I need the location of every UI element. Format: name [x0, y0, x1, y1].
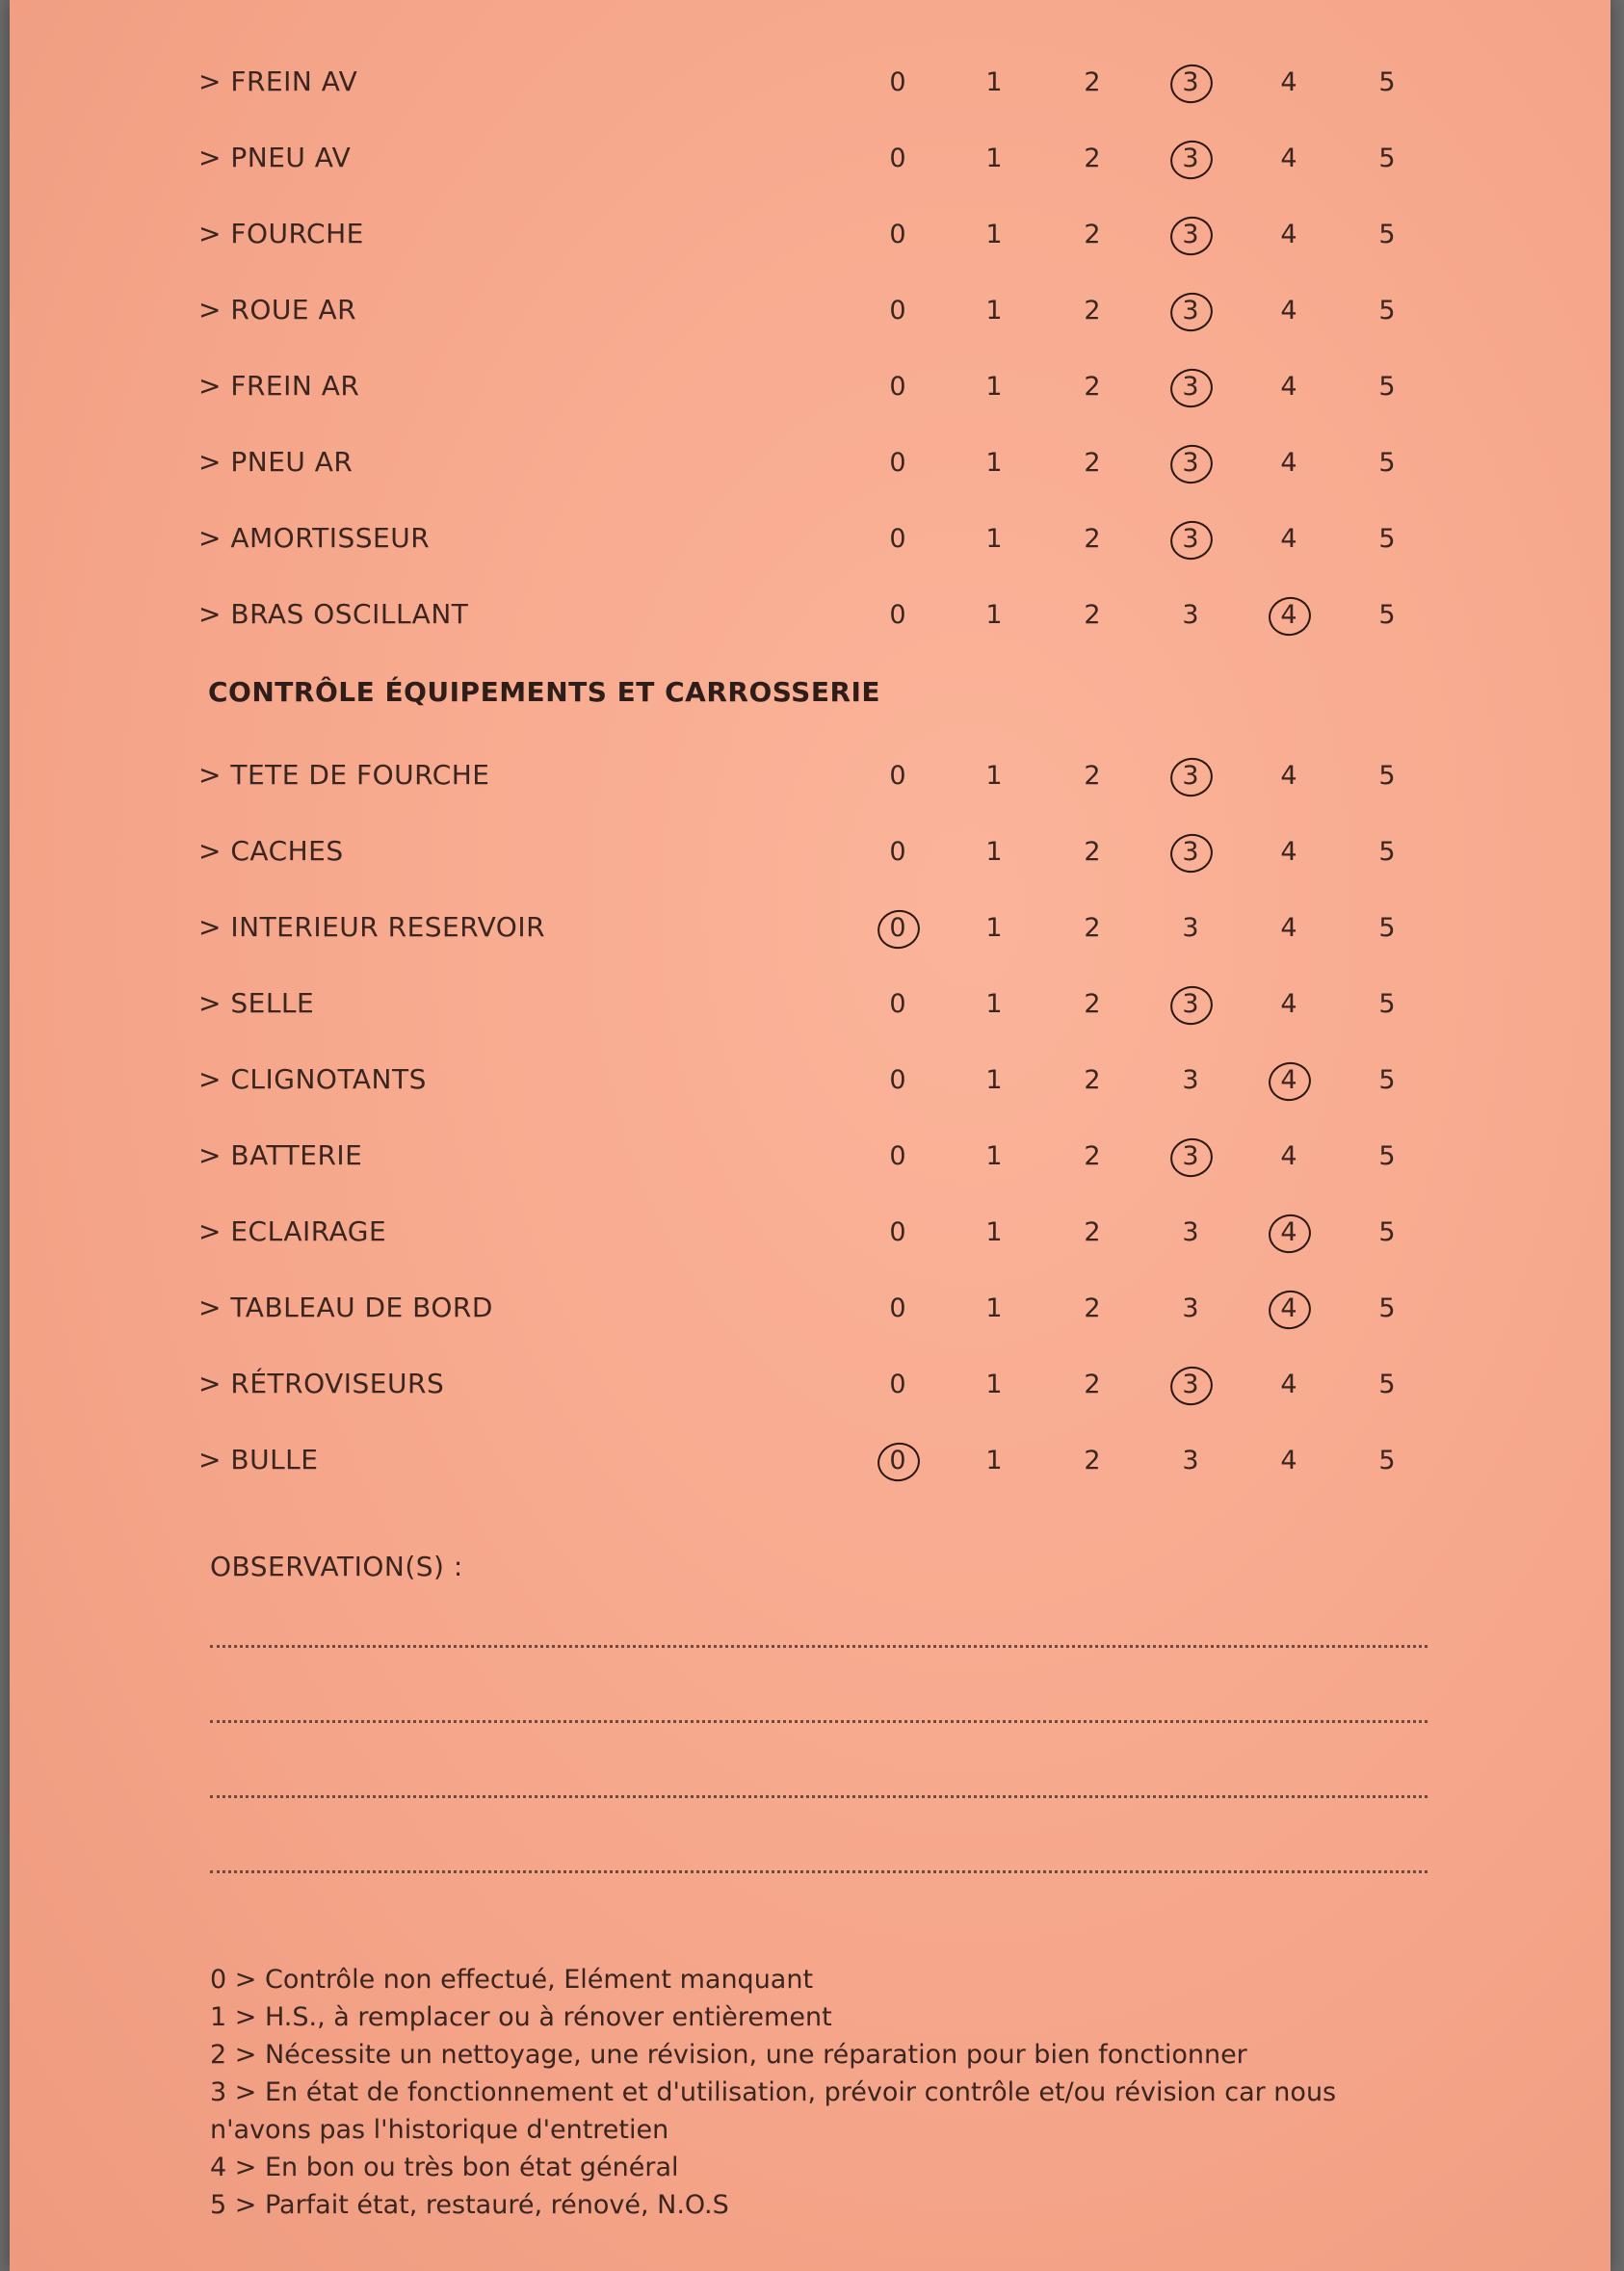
score-option[interactable]: 1 — [985, 144, 1003, 173]
inspection-row — [198, 358, 1431, 416]
score-option[interactable]: 0 — [889, 448, 906, 478]
score-option[interactable]: 3 — [1182, 1293, 1199, 1323]
observation-line[interactable] — [210, 1795, 1428, 1798]
score-option[interactable]: 0 — [889, 296, 906, 326]
score-option[interactable]: 4 — [1280, 372, 1297, 402]
inspection-row — [198, 206, 1431, 264]
score-selected[interactable]: 3 — [1171, 761, 1210, 791]
score-option[interactable]: 5 — [1378, 524, 1396, 554]
score-option[interactable]: 5 — [1378, 67, 1396, 97]
score-option[interactable]: 4 — [1280, 296, 1297, 326]
score-option[interactable]: 2 — [1084, 837, 1101, 867]
score-option[interactable]: 0 — [889, 1370, 906, 1399]
observation-line[interactable] — [210, 1645, 1428, 1648]
score-selected[interactable]: 3 — [1171, 144, 1210, 173]
score-option[interactable]: 0 — [889, 600, 906, 630]
score-selected[interactable]: 3 — [1171, 524, 1210, 554]
score-option[interactable]: 0 — [889, 989, 906, 1019]
score-option[interactable]: 2 — [1084, 372, 1101, 402]
item-label: > CACHES — [198, 835, 344, 867]
score-option[interactable]: 1 — [985, 1065, 1003, 1095]
score-option[interactable]: 3 — [1182, 913, 1199, 943]
inspection-row — [198, 1052, 1431, 1109]
inspection-row — [198, 130, 1431, 188]
item-label: > AMORTISSEUR — [198, 522, 431, 554]
score-option[interactable]: 5 — [1378, 448, 1396, 478]
item-label: > CLIGNOTANTS — [198, 1063, 427, 1095]
score-option[interactable]: 1 — [985, 761, 1003, 791]
score-selected[interactable]: 4 — [1270, 1293, 1308, 1323]
item-label: > PNEU AV — [198, 142, 352, 173]
section-title: CONTRÔLE ÉQUIPEMENTS ET CARROSSERIE — [208, 676, 881, 708]
legend-line: 3 > En état de fonctionnement et d'utilisation, prévoir contrôle et/ou révision car nous — [210, 2077, 1337, 2107]
legend-line: 2 > Nécessite un nettoyage, une révision, une réparation pour bien fonctionner — [210, 2040, 1247, 2070]
score-option[interactable]: 5 — [1378, 600, 1396, 630]
score-option[interactable]: 4 — [1280, 1446, 1297, 1475]
score-option[interactable]: 4 — [1280, 524, 1297, 554]
score-option[interactable]: 0 — [889, 837, 906, 867]
score-option[interactable]: 1 — [985, 913, 1003, 943]
score-option[interactable]: 2 — [1084, 913, 1101, 943]
inspection-row — [198, 1432, 1431, 1490]
inspection-row — [198, 587, 1431, 644]
score-selected[interactable]: 4 — [1270, 1217, 1308, 1247]
score-option[interactable]: 5 — [1378, 144, 1396, 173]
observation-line[interactable] — [210, 1720, 1428, 1723]
score-selected[interactable]: 3 — [1171, 989, 1210, 1019]
score-selected[interactable]: 3 — [1171, 837, 1210, 867]
score-option[interactable]: 4 — [1280, 761, 1297, 791]
inspection-row — [198, 1204, 1431, 1262]
score-option[interactable]: 2 — [1084, 1370, 1101, 1399]
score-option[interactable]: 1 — [985, 372, 1003, 402]
score-option[interactable]: 5 — [1378, 913, 1396, 943]
score-option[interactable]: 2 — [1084, 1446, 1101, 1475]
score-option[interactable]: 1 — [985, 1141, 1003, 1171]
item-label: > BULLE — [198, 1444, 319, 1475]
item-label: > TABLEAU DE BORD — [198, 1292, 493, 1323]
score-option[interactable]: 2 — [1084, 144, 1101, 173]
score-option[interactable]: 0 — [889, 1217, 906, 1247]
score-option[interactable]: 1 — [985, 296, 1003, 326]
score-option[interactable]: 5 — [1378, 372, 1396, 402]
score-option[interactable]: 5 — [1378, 220, 1396, 249]
score-option[interactable]: 0 — [889, 144, 906, 173]
score-selected[interactable]: 3 — [1171, 1141, 1210, 1171]
score-selected[interactable]: 4 — [1270, 600, 1308, 630]
score-option[interactable]: 2 — [1084, 761, 1101, 791]
score-option[interactable]: 2 — [1084, 67, 1101, 97]
score-option[interactable]: 1 — [985, 1217, 1003, 1247]
score-option[interactable]: 5 — [1378, 761, 1396, 791]
legend-line: 1 > H.S., à remplacer ou à rénover entièrement — [210, 2002, 832, 2032]
inspection-row — [198, 434, 1431, 492]
score-option[interactable]: 3 — [1182, 1065, 1199, 1095]
score-option[interactable]: 0 — [889, 372, 906, 402]
legend-line: 5 > Parfait état, restauré, rénové, N.O.S — [210, 2190, 729, 2220]
score-selected[interactable]: 4 — [1270, 1065, 1308, 1095]
score-option[interactable]: 1 — [985, 837, 1003, 867]
score-option[interactable]: 5 — [1378, 1293, 1396, 1323]
score-option[interactable]: 4 — [1280, 448, 1297, 478]
score-selected[interactable]: 3 — [1171, 448, 1210, 478]
score-option[interactable]: 0 — [889, 67, 906, 97]
score-option[interactable]: 3 — [1182, 1217, 1199, 1247]
inspection-row — [198, 1356, 1431, 1414]
inspection-row — [198, 900, 1431, 957]
item-label: > FOURCHE — [198, 218, 364, 249]
score-option[interactable]: 5 — [1378, 1141, 1396, 1171]
item-label: > ECLAIRAGE — [198, 1215, 387, 1247]
score-option[interactable]: 0 — [889, 1141, 906, 1171]
inspection-row — [198, 510, 1431, 568]
score-option[interactable]: 2 — [1084, 1217, 1101, 1247]
score-option[interactable]: 1 — [985, 1293, 1003, 1323]
score-option[interactable]: 2 — [1084, 1293, 1101, 1323]
legend-line: 0 > Contrôle non effectué, Elément manquant — [210, 1965, 814, 1995]
score-option[interactable]: 4 — [1280, 913, 1297, 943]
score-option[interactable]: 2 — [1084, 600, 1101, 630]
score-option[interactable]: 0 — [889, 1293, 906, 1323]
score-selected[interactable]: 0 — [878, 913, 917, 943]
inspection-row — [198, 976, 1431, 1033]
score-option[interactable]: 3 — [1182, 1446, 1199, 1475]
inspection-row — [198, 823, 1431, 881]
item-label: > RÉTROVISEURS — [198, 1368, 445, 1399]
score-option[interactable]: 4 — [1280, 67, 1297, 97]
inspection-row — [198, 282, 1431, 340]
score-option[interactable]: 5 — [1378, 1370, 1396, 1399]
observations-label: OBSERVATION(S) : — [210, 1551, 463, 1582]
score-selected[interactable]: 0 — [878, 1446, 917, 1475]
score-option[interactable]: 5 — [1378, 1065, 1396, 1095]
score-option[interactable]: 0 — [889, 220, 906, 249]
score-option[interactable]: 5 — [1378, 1217, 1396, 1247]
score-option[interactable]: 2 — [1084, 989, 1101, 1019]
score-option[interactable]: 2 — [1084, 220, 1101, 249]
item-label: > FREIN AR — [198, 370, 360, 402]
item-label: > PNEU AR — [198, 446, 354, 478]
score-option[interactable]: 2 — [1084, 1141, 1101, 1171]
score-option[interactable]: 5 — [1378, 837, 1396, 867]
score-selected[interactable]: 3 — [1171, 296, 1210, 326]
score-option[interactable]: 5 — [1378, 296, 1396, 326]
score-option[interactable]: 5 — [1378, 1446, 1396, 1475]
score-option[interactable]: 0 — [889, 524, 906, 554]
legend-line: n'avons pas l'historique d'entretien — [210, 2115, 669, 2145]
score-option[interactable]: 4 — [1280, 989, 1297, 1019]
item-label: > BRAS OSCILLANT — [198, 598, 469, 630]
score-option[interactable]: 1 — [985, 448, 1003, 478]
item-label: > INTERIEUR RESERVOIR — [198, 911, 546, 943]
score-option[interactable]: 1 — [985, 1446, 1003, 1475]
score-option[interactable]: 2 — [1084, 1065, 1101, 1095]
score-option[interactable]: 4 — [1280, 1141, 1297, 1171]
score-option[interactable]: 4 — [1280, 144, 1297, 173]
score-option[interactable]: 2 — [1084, 296, 1101, 326]
score-option[interactable]: 4 — [1280, 1370, 1297, 1399]
score-option[interactable]: 1 — [985, 220, 1003, 249]
score-option[interactable]: 0 — [889, 761, 906, 791]
score-selected[interactable]: 3 — [1171, 67, 1210, 97]
inspection-row — [198, 1128, 1431, 1186]
item-label: > SELLE — [198, 987, 315, 1019]
score-option[interactable]: 0 — [889, 1065, 906, 1095]
score-option[interactable]: 1 — [985, 524, 1003, 554]
score-option[interactable]: 1 — [985, 67, 1003, 97]
score-selected[interactable]: 3 — [1171, 1370, 1210, 1399]
score-option[interactable]: 3 — [1182, 600, 1199, 630]
rating-legend — [210, 1961, 1453, 2224]
inspection-row — [198, 1280, 1431, 1338]
inspection-row — [198, 747, 1431, 805]
item-label: > BATTERIE — [198, 1139, 363, 1171]
score-option[interactable]: 1 — [985, 989, 1003, 1019]
inspection-row — [198, 54, 1431, 112]
score-option[interactable]: 1 — [985, 600, 1003, 630]
item-label: > TETE DE FOURCHE — [198, 759, 490, 791]
inspection-sheet — [10, 0, 1611, 2271]
score-option[interactable]: 5 — [1378, 989, 1396, 1019]
score-selected[interactable]: 3 — [1171, 372, 1210, 402]
observation-line[interactable] — [210, 1870, 1428, 1873]
item-label: > FREIN AV — [198, 65, 358, 97]
score-option[interactable]: 2 — [1084, 448, 1101, 478]
score-option[interactable]: 4 — [1280, 837, 1297, 867]
score-option[interactable]: 4 — [1280, 220, 1297, 249]
score-option[interactable]: 1 — [985, 1370, 1003, 1399]
score-option[interactable]: 2 — [1084, 524, 1101, 554]
legend-line: 4 > En bon ou très bon état général — [210, 2153, 679, 2182]
score-selected[interactable]: 3 — [1171, 220, 1210, 249]
item-label: > ROUE AR — [198, 294, 357, 326]
